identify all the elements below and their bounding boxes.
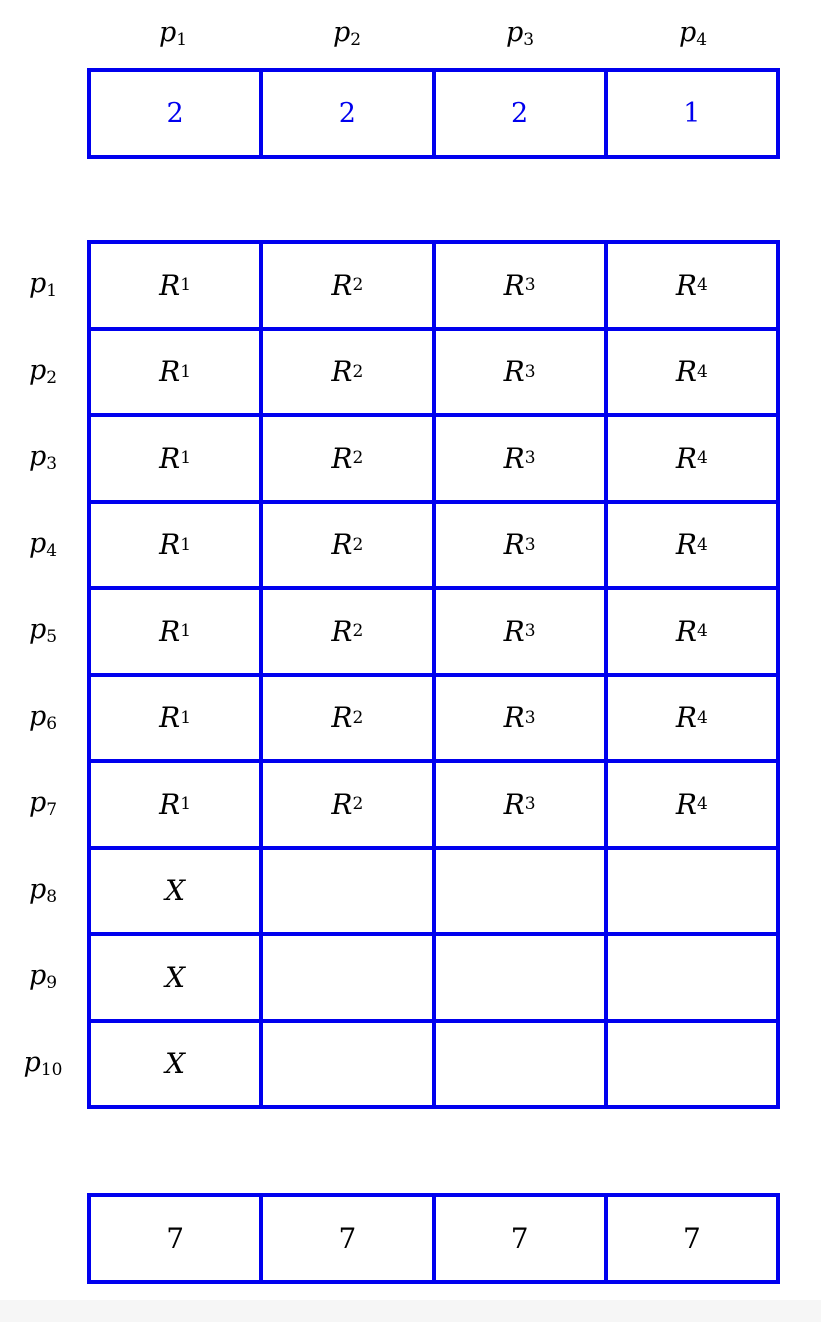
matrix-cell (608, 1023, 780, 1110)
matrix-cell: R 4 (608, 504, 780, 591)
count-cell: 2 (436, 72, 608, 159)
row-header-p10: $p_{10}$ (23, 1047, 63, 1080)
table-row (91, 504, 780, 591)
matrix-cell: R 4 (608, 331, 780, 418)
matrix-cell: R 1 (91, 590, 263, 677)
matrix-cell (608, 936, 780, 1023)
count-cell: 2 (263, 72, 435, 159)
counts-row (91, 72, 780, 159)
matrix-cell: X (91, 936, 263, 1023)
matrix-cell: X (91, 850, 263, 937)
matrix-cell: R 3 (436, 590, 608, 677)
total-cell: 7 (436, 1197, 608, 1284)
matrix-cell: X (91, 1023, 263, 1110)
table-row (91, 417, 780, 504)
matrix-cell: R 1 (91, 504, 263, 591)
row-header-p5: $p_5$ (28, 614, 58, 647)
table-row (91, 936, 780, 1023)
column-header-p4: $p_4$ (678, 17, 708, 50)
matrix-cell: R 1 (91, 677, 263, 764)
row-header-p9: $p_9$ (28, 960, 58, 993)
matrix-cell (436, 1023, 608, 1110)
matrix-cell: R 3 (436, 244, 608, 331)
table-row (91, 1023, 780, 1110)
total-cell: 7 (263, 1197, 435, 1284)
table-row (91, 763, 780, 850)
table-row (91, 677, 780, 764)
matrix-cell (263, 936, 435, 1023)
column-header-p3: $p_3$ (505, 17, 535, 50)
matrix-cell: R 4 (608, 417, 780, 504)
matrix-cell: R 4 (608, 590, 780, 677)
matrix-cell: R 2 (263, 244, 435, 331)
table-row (91, 590, 780, 677)
matrix-cell: R 4 (608, 244, 780, 331)
table-row (91, 331, 780, 418)
row-header-p6: $p_6$ (28, 701, 58, 734)
row-header-p8: $p_8$ (28, 874, 58, 907)
table-row (91, 244, 780, 331)
column-header-p2: $p_2$ (332, 17, 362, 50)
totals-row (91, 1197, 780, 1284)
matrix-cell: R 3 (436, 504, 608, 591)
matrix-cell: R 2 (263, 763, 435, 850)
matrix-cell: R 1 (91, 763, 263, 850)
matrix-cell (263, 850, 435, 937)
count-cell: 2 (91, 72, 263, 159)
total-cell: 7 (91, 1197, 263, 1284)
matrix-cell (436, 936, 608, 1023)
row-header-p3: $p_3$ (28, 441, 58, 474)
matrix-cell: R 1 (91, 417, 263, 504)
row-header-p1: $p_1$ (28, 268, 58, 301)
matrix-cell: R 4 (608, 763, 780, 850)
matrix-cell: R 2 (263, 590, 435, 677)
matrix-cell: R 2 (263, 417, 435, 504)
count-cell: 1 (608, 72, 780, 159)
matrix-cell: R 3 (436, 677, 608, 764)
row-header-p2: $p_2$ (28, 355, 58, 388)
counts-table (87, 68, 780, 159)
matrix-cell (436, 850, 608, 937)
matrix-cell: R 3 (436, 417, 608, 504)
column-header-p1: $p_1$ (158, 17, 188, 50)
totals-table (87, 1193, 780, 1284)
matrix-cell: R 1 (91, 331, 263, 418)
matrix-cell: R 3 (436, 331, 608, 418)
row-header-p7: $p_7$ (28, 787, 58, 820)
matrix-cell: R 4 (608, 677, 780, 764)
allocation-table (87, 240, 780, 1109)
bottom-strip (0, 1300, 821, 1322)
matrix-cell: R 2 (263, 677, 435, 764)
matrix-cell (263, 1023, 435, 1110)
matrix-cell (608, 850, 780, 937)
row-header-p4: $p_4$ (28, 528, 58, 561)
matrix-cell: R 3 (436, 763, 608, 850)
total-cell: 7 (608, 1197, 780, 1284)
matrix-cell: R 2 (263, 504, 435, 591)
table-row (91, 850, 780, 937)
matrix-cell: R 2 (263, 331, 435, 418)
matrix-cell: R 1 (91, 244, 263, 331)
